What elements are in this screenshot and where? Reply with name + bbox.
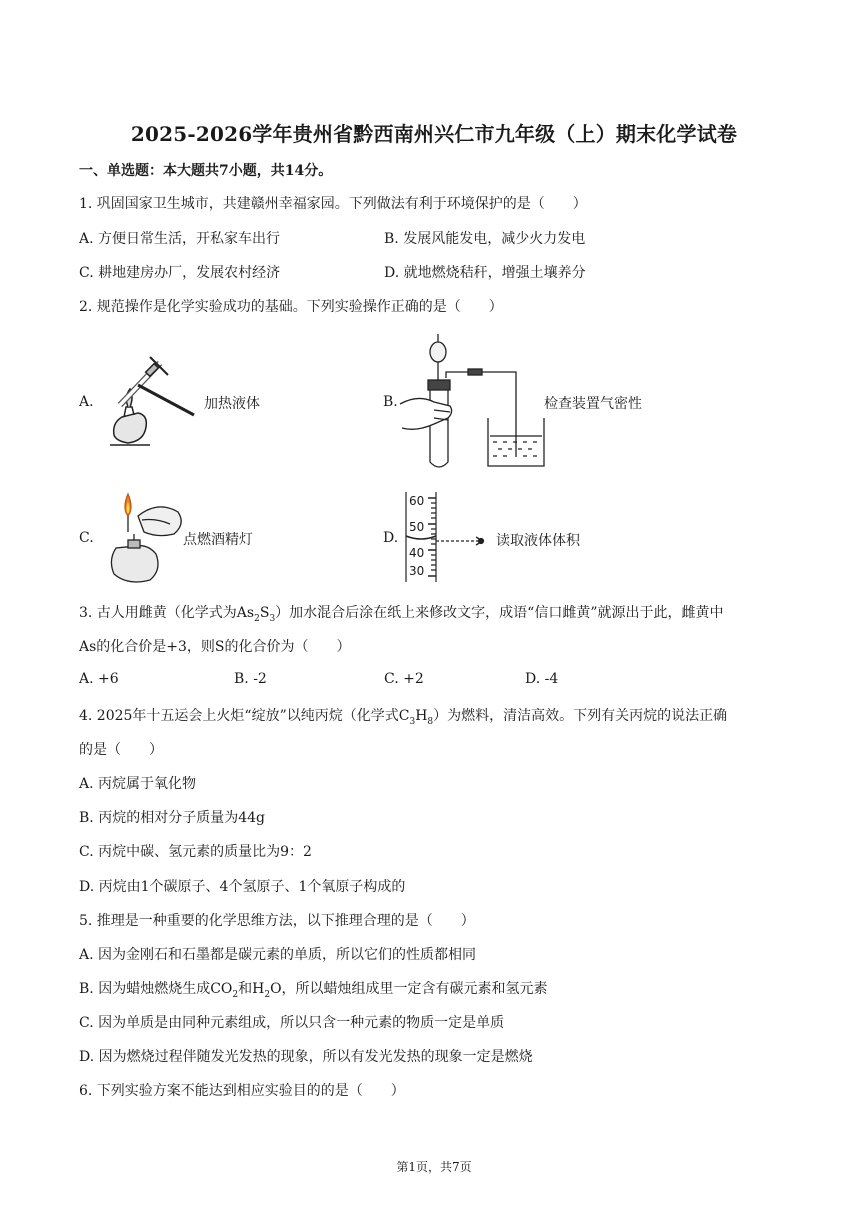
section-heading: 一、单选题：本大题共7小题，共14分。 [79,163,333,179]
q4-option-b: B. 丙烷的相对分子质量为44g [79,810,265,826]
q4-option-d: D. 丙烷由1个碳原子、4个氢原子、1个氧原子构成的 [79,879,406,895]
q2-option-d-label: D. [383,530,399,546]
q5-option-b: B. 因为蜡烛燃烧生成$CO_2$和$H_2O$，所以蜡烛组成里一定含有碳元素和氢元素 [79,981,548,1000]
q1-option-b: B. 发展风能发电，减少火力发电 [384,231,586,247]
lighting-alcohol-lamp-diagram [98,490,186,588]
cylinder-tick-50: 50 [409,520,425,534]
q2-option-b-label: B. [383,394,398,410]
q3-option-d: D. -4 [525,671,559,687]
airtightness-check-diagram [398,332,548,474]
question-5-stem: 5. 推理是一种重要的化学思维方法，以下推理合理的是（ ） [79,913,475,929]
question-2-stem: 2. 规范操作是化学实验成功的基础。下列实验操作正确的是（ ） [79,299,503,315]
cylinder-tick-60: 60 [409,494,425,508]
page-title: 2025-2026学年贵州省黔西南州兴仁市九年级（上）期末化学试卷 [130,122,738,146]
q2-option-d-caption: 读取液体体积 [496,533,580,549]
q5-option-d: D. 因为燃烧过程伴随发光发热的现象，所以有发光发热的现象一定是燃烧 [79,1049,533,1065]
q5-option-a: A. 因为金刚石和石墨都是碳元素的单质，所以它们的性质都相同 [79,947,477,963]
q1-option-a: A. 方便日常生活，开私家车出行 [79,231,281,247]
heating-liquid-diagram [98,345,203,455]
q2-option-a-caption: 加热液体 [204,396,260,412]
q2-option-c-label: C. [79,530,94,546]
q4-option-a: A. 丙烷属于氧化物 [79,776,197,792]
q3-option-b: B. -2 [234,671,267,687]
question-1-stem: 1. 巩固国家卫生城市，共建赣州幸福家园。下列做法有利于环境保护的是（ ） [79,196,587,212]
question-3-stem-line2: As的化合价是+3，则S的化合价为（ ） [79,639,351,655]
q2-option-a-label: A. [79,394,94,410]
question-4-stem: 4. 2025年十五运会上火炬“绽放”以纯丙烷（化学式$C_3H_8$）为燃料，清洁高效。下列有关丙烷的说法正确 [79,708,728,727]
question-4-stem-line2: 的是（ ） [79,742,163,758]
q1-option-d: D. 就地燃烧秸秆，增强土壤养分 [384,265,586,281]
q3-option-a: A. +6 [79,671,119,687]
cylinder-tick-40: 40 [409,546,425,560]
question-6-stem: 6. 下列实验方案不能达到相应实验目的的是（ ） [79,1083,405,1099]
cylinder-tick-30: 30 [409,564,425,578]
q5-option-c: C. 因为单质是由同种元素组成，所以只含一种元素的物质一定是单质 [79,1015,505,1031]
q4-option-c: C. 丙烷中碳、氢元素的质量比为9：2 [79,844,312,860]
page-footer: 第1页，共7页 [396,1160,472,1174]
q3-option-c: C. +2 [384,671,424,687]
question-3-stem: 3. 古人用雌黄（化学式为$As_2S_3$）加水混合后涂在纸上来修改文字，成语“信口雌黄”就源出于此，雌黄中 [79,605,724,624]
q2-option-c-caption: 点燃酒精灯 [183,532,253,548]
q1-option-c: C. 耕地建房办厂，发展农村经济 [79,265,281,281]
q2-option-b-caption: 检查装置气密性 [544,396,642,412]
